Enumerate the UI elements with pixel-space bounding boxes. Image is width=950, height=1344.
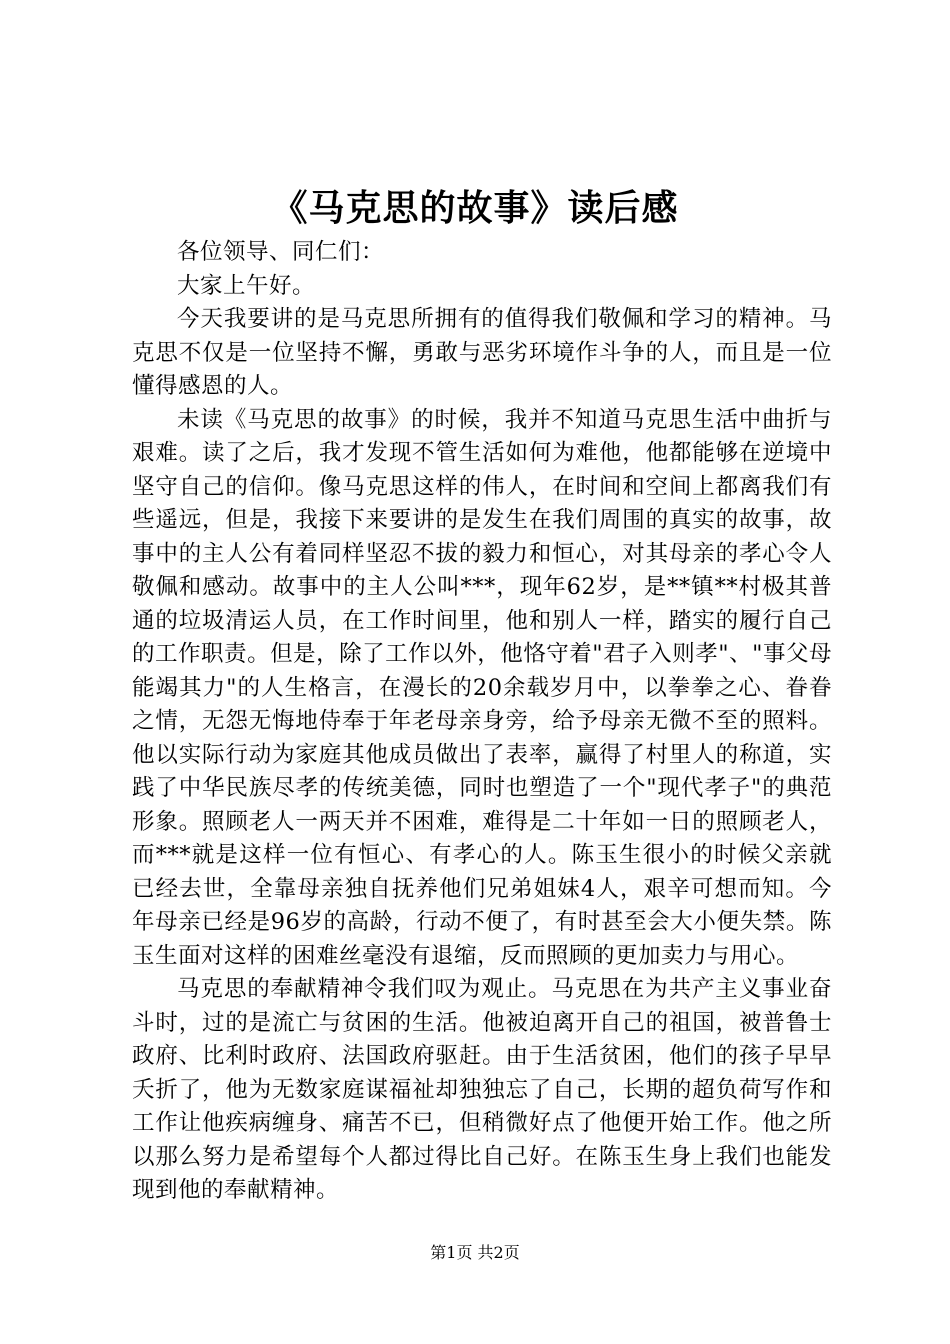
paragraph-greeting: 大家上午好。 bbox=[177, 272, 316, 299]
paragraph-salutation: 各位领导、同仁们： bbox=[177, 239, 385, 265]
document-title: 《马克思的故事》读后感 bbox=[271, 187, 679, 229]
document-body bbox=[132, 236, 832, 1208]
paragraph-story: 未读《马克思的故事》的时候，我并不知道马克思生活中曲折与艰难。读了之后，我才发现不管生活如何为难他，他都能够在逆境中坚守自己的信仰。像马克思这样的伟人，在时间和空间上都离我们有些遥远，但是，我接下来要讲的是发生在我们周围的真实的故事，故事中的主人公有着同样坚忍不拔的毅力和恒心，对其母亲的孝心令人敬佩和感动。故事中的主人公叫***，现年62岁，是**镇**村极其普通的垃圾清运人员，在工作时间里，他和别人一样，踏实的履行自己的工作职责。但是，除了工作以外，他恪守着"君子入则孝"、"事父母能竭其力"的人生格言，在漫长的20余载岁月中，以拳拳之心、眷眷之情，无怨无悔地侍奉于年老母亲身旁，给予母亲无微不至的照料。他以实际行动为家庭其他成员做出了表率，赢得了村里人的称道，实践了中华民族尽孝的传统美德，同时也塑造了一个"现代孝子"的典范形象。照顾老人一两天并不困难，难得是二十年如一日的照顾老人，而***就是这样一位有恒心、有孝心的人。陈玉生很小的时候父亲就已经去世，全靠母亲独自抚养他们兄弟姐妹4人，艰辛可想而知。今年母亲已经是96岁的高龄，行动不便了，有时甚至会大小便失禁。陈玉生面对这样的困难丝毫没有退缩，反而照顾的更加卖力与用心。 bbox=[132, 406, 832, 969]
paragraph-dedication: 马克思的奉献精神令我们叹为观止。马克思在为共产主义事业奋斗时，过的是流亡与贫困的生活。他被迫离开自己的祖国，被普鲁士政府、比利时政府、法国政府驱赶。由于生活贫困，他们的孩子早早夭折了，他为无数家庭谋福祉却独独忘了自己，长期的超负荷写作和工作让他疾病缠身、痛苦不已，但稍微好点了他便开始工作。他之所以那么努力是希望每个人都过得比自己好。在陈玉生身上我们也能发现到他的奉献精神。 bbox=[132, 976, 832, 1203]
paragraph-intro: 今天我要讲的是马克思所拥有的值得我们敬佩和学习的精神。马克思不仅是一位坚持不懈，勇敢与恶劣环境作斗争的人，而且是一位懂得感恩的人。 bbox=[132, 306, 832, 399]
page-number-footer: 第1页 共2页 bbox=[430, 1243, 520, 1262]
